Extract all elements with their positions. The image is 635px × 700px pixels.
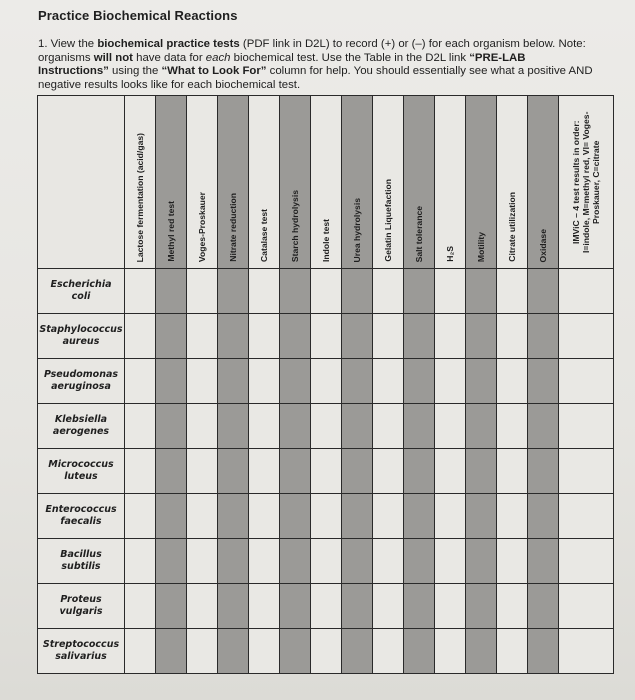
result-cell[interactable]: [125, 629, 156, 674]
result-cell[interactable]: [249, 449, 280, 494]
result-cell[interactable]: [187, 449, 218, 494]
result-cell[interactable]: [435, 494, 466, 539]
result-cell[interactable]: [218, 629, 249, 674]
result-cell[interactable]: [559, 494, 614, 539]
organism-species: aeruginosa: [51, 381, 111, 392]
organism-name: [38, 584, 125, 629]
result-cell[interactable]: [311, 449, 342, 494]
results-table: [37, 95, 614, 674]
organism-name: [38, 359, 125, 404]
result-cell[interactable]: [559, 359, 614, 404]
result-cell[interactable]: [218, 314, 249, 359]
organism-genus: Klebsiella: [54, 414, 108, 425]
instructions-text: column for help. You should essentially see what a positive AND negative results looks like for each biochemical test.: [38, 65, 593, 91]
result-cell[interactable]: [373, 449, 404, 494]
result-cell[interactable]: [528, 494, 559, 539]
table-row: [38, 449, 614, 494]
result-cell[interactable]: [404, 629, 435, 674]
column-header: [435, 96, 466, 269]
result-cell[interactable]: [342, 629, 373, 674]
column-header-label: Lactose fermentation (acid/gas): [135, 132, 145, 262]
result-cell[interactable]: [249, 314, 280, 359]
result-cell[interactable]: [497, 404, 528, 449]
organism-species: salivarius: [55, 651, 107, 662]
instructions-bold: biochemical practice tests: [97, 38, 240, 50]
table-row: [38, 494, 614, 539]
organism-name: [38, 449, 125, 494]
result-cell[interactable]: [125, 404, 156, 449]
column-header-label: Catalase test: [259, 208, 269, 262]
organism-genus: Pseudomonas: [43, 369, 119, 380]
result-cell[interactable]: [497, 494, 528, 539]
result-cell[interactable]: [497, 359, 528, 404]
result-cell[interactable]: [435, 449, 466, 494]
column-header: [125, 96, 156, 269]
instructions-italic: each: [205, 51, 231, 64]
result-cell[interactable]: [404, 494, 435, 539]
result-cell[interactable]: [280, 539, 311, 584]
result-cell[interactable]: [497, 584, 528, 629]
table-row: [38, 314, 614, 359]
result-cell[interactable]: [311, 539, 342, 584]
result-cell[interactable]: [280, 629, 311, 674]
result-cell[interactable]: [466, 584, 497, 629]
column-header-label: Gelatin Liquefaction: [383, 179, 393, 262]
result-cell[interactable]: [218, 449, 249, 494]
result-cell[interactable]: [404, 359, 435, 404]
result-cell[interactable]: [342, 584, 373, 629]
organism-genus: Bacillus: [60, 549, 102, 560]
table-header-row: [38, 96, 614, 269]
result-cell[interactable]: [435, 269, 466, 314]
organism-genus: Staphylococcus: [39, 324, 123, 335]
column-header: [156, 96, 187, 269]
result-cell[interactable]: [342, 494, 373, 539]
result-cell[interactable]: [528, 539, 559, 584]
result-cell[interactable]: [218, 404, 249, 449]
result-cell[interactable]: [404, 404, 435, 449]
result-cell[interactable]: [342, 449, 373, 494]
result-cell[interactable]: [404, 269, 435, 314]
organism-name: [38, 494, 125, 539]
result-cell[interactable]: [218, 584, 249, 629]
result-cell[interactable]: [435, 629, 466, 674]
result-cell[interactable]: [528, 404, 559, 449]
result-cell[interactable]: [280, 404, 311, 449]
instructions-text: 1. View the: [38, 38, 98, 50]
result-cell[interactable]: [218, 539, 249, 584]
result-cell[interactable]: [187, 584, 218, 629]
result-cell[interactable]: [466, 539, 497, 584]
result-cell[interactable]: [373, 359, 404, 404]
result-cell[interactable]: [528, 449, 559, 494]
result-cell[interactable]: [280, 449, 311, 494]
result-cell[interactable]: [249, 494, 280, 539]
result-cell[interactable]: [156, 269, 187, 314]
result-cell[interactable]: [156, 539, 187, 584]
result-cell[interactable]: [311, 359, 342, 404]
result-cell[interactable]: [466, 629, 497, 674]
result-cell[interactable]: [404, 314, 435, 359]
instructions-text: using the: [108, 65, 162, 77]
table-row: [38, 404, 614, 449]
result-cell[interactable]: [218, 494, 249, 539]
result-cell[interactable]: [280, 269, 311, 314]
column-header: [373, 96, 404, 269]
column-header-label: Nitrate reduction: [228, 193, 238, 262]
result-cell[interactable]: [435, 584, 466, 629]
column-header-label: H₂S: [445, 246, 455, 262]
result-cell[interactable]: [404, 539, 435, 584]
column-header-label: Methyl red test: [166, 201, 176, 262]
result-cell[interactable]: [280, 359, 311, 404]
result-cell[interactable]: [373, 494, 404, 539]
result-cell[interactable]: [342, 404, 373, 449]
result-cell[interactable]: [435, 404, 466, 449]
result-cell[interactable]: [125, 584, 156, 629]
result-cell[interactable]: [311, 269, 342, 314]
organism-name: [38, 539, 125, 584]
organism-species: aerogenes: [52, 426, 110, 437]
result-cell[interactable]: [187, 629, 218, 674]
result-cell[interactable]: [218, 269, 249, 314]
column-header: [187, 96, 218, 269]
result-cell[interactable]: [311, 494, 342, 539]
organism-name: [38, 269, 125, 314]
result-cell[interactable]: [435, 314, 466, 359]
column-header: [218, 96, 249, 269]
result-cell[interactable]: [528, 359, 559, 404]
result-cell[interactable]: [497, 314, 528, 359]
result-cell[interactable]: [466, 269, 497, 314]
result-cell[interactable]: [311, 584, 342, 629]
result-cell[interactable]: [528, 269, 559, 314]
table-row: [38, 359, 614, 404]
organism-name: [38, 404, 125, 449]
result-cell[interactable]: [187, 269, 218, 314]
page-title: Practice Biochemical Reactions: [38, 8, 238, 23]
result-cell[interactable]: [125, 449, 156, 494]
column-header-label: Urea hydrolysis: [352, 197, 362, 262]
result-cell[interactable]: [404, 584, 435, 629]
result-cell[interactable]: [187, 539, 218, 584]
result-cell[interactable]: [187, 494, 218, 539]
column-header: [559, 96, 614, 269]
organism-species: luteus: [64, 471, 98, 482]
organism-genus: Proteus: [60, 594, 102, 605]
result-cell[interactable]: [249, 404, 280, 449]
column-header-label: Motility: [476, 231, 486, 262]
column-header-label: IMViC – 4 test results in order: I=indole, M=methyl red, VI= Voges-Proskauer, C=citrate: [571, 111, 601, 253]
result-cell[interactable]: [311, 314, 342, 359]
result-cell[interactable]: [249, 269, 280, 314]
result-cell[interactable]: [156, 449, 187, 494]
result-cell[interactable]: [373, 584, 404, 629]
result-cell[interactable]: [218, 359, 249, 404]
column-header-label: Salt tolerance: [414, 205, 424, 262]
result-cell[interactable]: [187, 359, 218, 404]
column-header-label: Citrate utilization: [507, 192, 517, 262]
result-cell[interactable]: [156, 314, 187, 359]
column-header: [466, 96, 497, 269]
result-cell[interactable]: [466, 404, 497, 449]
result-cell[interactable]: [466, 494, 497, 539]
column-header: [249, 96, 280, 269]
result-cell[interactable]: [404, 449, 435, 494]
organism-name: [38, 314, 125, 359]
column-header: [497, 96, 528, 269]
result-cell[interactable]: [342, 539, 373, 584]
result-cell[interactable]: [311, 629, 342, 674]
column-header: [280, 96, 311, 269]
result-cell[interactable]: [311, 404, 342, 449]
result-cell[interactable]: [156, 494, 187, 539]
result-cell[interactable]: [342, 359, 373, 404]
result-cell[interactable]: [559, 539, 614, 584]
result-cell[interactable]: [373, 269, 404, 314]
result-cell[interactable]: [187, 314, 218, 359]
column-header: [311, 96, 342, 269]
result-cell[interactable]: [497, 539, 528, 584]
result-cell[interactable]: [528, 314, 559, 359]
result-cell[interactable]: [156, 404, 187, 449]
result-cell[interactable]: [249, 359, 280, 404]
result-cell[interactable]: [249, 539, 280, 584]
result-cell[interactable]: [373, 314, 404, 359]
result-cell[interactable]: [342, 269, 373, 314]
result-cell[interactable]: [156, 584, 187, 629]
column-header-label: Voges-Proskauer: [197, 191, 207, 262]
column-header: [528, 96, 559, 269]
result-cell[interactable]: [466, 449, 497, 494]
organism-species: subtilis: [61, 561, 101, 572]
result-cell[interactable]: [373, 539, 404, 584]
organism-name: [38, 629, 125, 674]
table-row: [38, 629, 614, 674]
organism-species: faecalis: [60, 516, 102, 527]
instructions-bold: “What to Look For”: [161, 65, 267, 77]
result-cell[interactable]: [559, 629, 614, 674]
table-row: [38, 539, 614, 584]
result-cell[interactable]: [497, 449, 528, 494]
result-cell[interactable]: [559, 404, 614, 449]
organism-genus: Micrococcus: [48, 459, 114, 470]
instructions-bold: will not: [93, 51, 133, 64]
table-row: [38, 584, 614, 629]
result-cell[interactable]: [497, 269, 528, 314]
instructions-bold: “PRE-LAB Instructions”: [38, 51, 526, 77]
result-cell[interactable]: [280, 584, 311, 629]
result-cell[interactable]: [125, 359, 156, 404]
result-cell[interactable]: [125, 314, 156, 359]
instructions-text: have data for: [132, 51, 206, 64]
result-cell[interactable]: [466, 314, 497, 359]
organism-genus: Escherichia: [50, 279, 112, 290]
result-cell[interactable]: [373, 404, 404, 449]
organism-species: aureus: [62, 336, 100, 347]
result-cell[interactable]: [125, 539, 156, 584]
result-cell[interactable]: [373, 629, 404, 674]
table-corner-cell: [38, 96, 125, 269]
result-cell[interactable]: [559, 449, 614, 494]
result-cell[interactable]: [280, 494, 311, 539]
result-cell[interactable]: [559, 269, 614, 314]
result-cell[interactable]: [435, 539, 466, 584]
column-header-label: Indole test: [321, 219, 331, 262]
column-header-label: Starch hydrolysis: [290, 189, 300, 262]
result-cell[interactable]: [559, 314, 614, 359]
result-cell[interactable]: [528, 629, 559, 674]
organism-species: coli: [71, 291, 91, 302]
instructions-paragraph: [38, 38, 598, 92]
result-cell[interactable]: [466, 359, 497, 404]
organism-genus: Enterococcus: [45, 504, 117, 515]
table-row: [38, 269, 614, 314]
result-cell[interactable]: [342, 314, 373, 359]
instructions-text: (PDF link in D2L) to record (+) or (–) for each organism below. Note: organisms: [38, 38, 586, 64]
result-cell[interactable]: [528, 584, 559, 629]
result-cell[interactable]: [249, 584, 280, 629]
organism-genus: Streptococcus: [42, 639, 120, 650]
table-body: [38, 269, 614, 674]
result-cell[interactable]: [156, 629, 187, 674]
result-cell[interactable]: [125, 494, 156, 539]
result-cell[interactable]: [125, 269, 156, 314]
result-cell[interactable]: [156, 359, 187, 404]
result-cell[interactable]: [187, 404, 218, 449]
instructions-text: biochemical test. Use the Table in the D2L link: [230, 51, 470, 64]
result-cell[interactable]: [280, 314, 311, 359]
column-header-label: Oxidase: [538, 228, 548, 262]
organism-species: vulgaris: [59, 606, 103, 617]
result-cell[interactable]: [559, 584, 614, 629]
result-cell[interactable]: [497, 629, 528, 674]
column-header: [342, 96, 373, 269]
result-cell[interactable]: [435, 359, 466, 404]
column-header: [404, 96, 435, 269]
result-cell[interactable]: [249, 629, 280, 674]
